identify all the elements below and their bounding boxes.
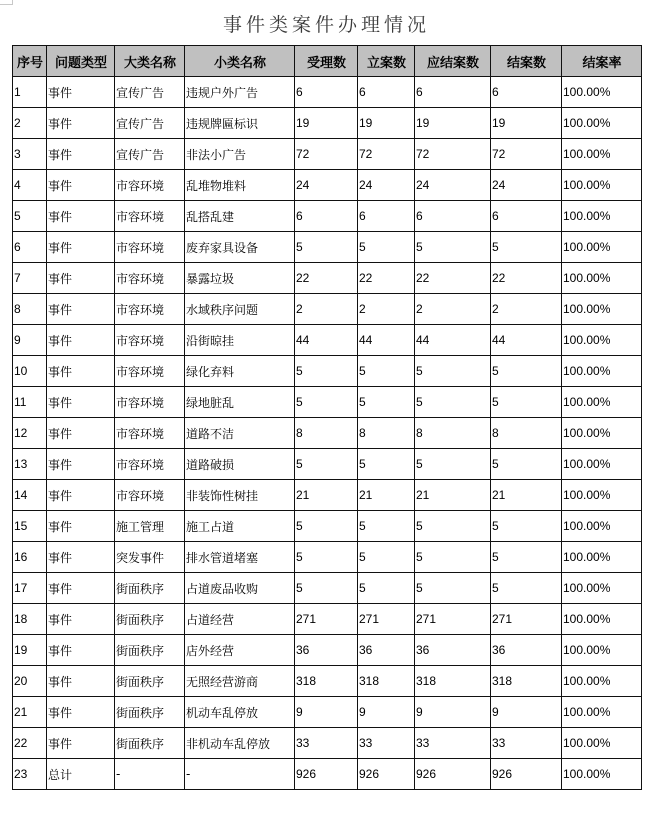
table-row — [13, 418, 642, 449]
cell-col-accepted: 5 — [295, 356, 358, 387]
cell-col-problem-type: 总计 — [47, 759, 115, 790]
table-row — [13, 170, 642, 201]
cell-col-problem-type: 事件 — [47, 201, 115, 232]
cell-col-close-rate: 100.00% — [562, 418, 642, 449]
cell-col-filed: 271 — [358, 604, 415, 635]
cell-col-filed: 5 — [358, 573, 415, 604]
cell-col-accepted: 8 — [295, 418, 358, 449]
cell-col-due: 271 — [415, 604, 491, 635]
cell-col-due: 5 — [415, 511, 491, 542]
cell-col-accepted: 6 — [295, 201, 358, 232]
cell-col-close-rate: 100.00% — [562, 573, 642, 604]
case-table — [12, 45, 642, 790]
cell-col-filed: 72 — [358, 139, 415, 170]
cell-col-close-rate: 100.00% — [562, 387, 642, 418]
cell-col-major-category: 街面秩序 — [115, 697, 185, 728]
table-row — [13, 325, 642, 356]
cell-col-close-rate: 100.00% — [562, 108, 642, 139]
cell-col-accepted: 33 — [295, 728, 358, 759]
cell-col-filed: 44 — [358, 325, 415, 356]
cell-col-index: 15 — [13, 511, 47, 542]
table-row — [13, 511, 642, 542]
cell-col-problem-type: 事件 — [47, 480, 115, 511]
cell-col-index: 12 — [13, 418, 47, 449]
cell-col-close-rate: 100.00% — [562, 666, 642, 697]
cell-col-close-rate: 100.00% — [562, 263, 642, 294]
cell-col-minor-category: - — [185, 759, 295, 790]
cell-col-index: 14 — [13, 480, 47, 511]
cell-col-filed: 5 — [358, 511, 415, 542]
cell-col-due: 5 — [415, 387, 491, 418]
cell-col-closed: 5 — [491, 511, 562, 542]
cell-col-due: 36 — [415, 635, 491, 666]
cell-col-filed: 22 — [358, 263, 415, 294]
cell-col-major-category: 宣传广告 — [115, 108, 185, 139]
cell-col-index: 7 — [13, 263, 47, 294]
cell-col-minor-category: 非装饰性树挂 — [185, 480, 295, 511]
table-row — [13, 635, 642, 666]
cell-col-major-category: 市容环境 — [115, 263, 185, 294]
cell-col-minor-category: 占道经营 — [185, 604, 295, 635]
cell-col-accepted: 21 — [295, 480, 358, 511]
cell-col-accepted: 2 — [295, 294, 358, 325]
cell-col-due: 5 — [415, 356, 491, 387]
header-col-filed: 立案数 — [358, 46, 415, 77]
header-col-index: 序号 — [13, 46, 47, 77]
header-col-minor-category: 小类名称 — [185, 46, 295, 77]
cell-col-filed: 24 — [358, 170, 415, 201]
table-row — [13, 201, 642, 232]
header-col-due: 应结案数 — [415, 46, 491, 77]
cell-col-accepted: 44 — [295, 325, 358, 356]
cell-col-closed: 9 — [491, 697, 562, 728]
cell-col-close-rate: 100.00% — [562, 542, 642, 573]
cell-col-due: 19 — [415, 108, 491, 139]
cell-col-major-category: 街面秩序 — [115, 573, 185, 604]
cell-col-close-rate: 100.00% — [562, 511, 642, 542]
cell-col-problem-type: 事件 — [47, 511, 115, 542]
cell-col-minor-category: 机动车乱停放 — [185, 697, 295, 728]
cell-col-index: 11 — [13, 387, 47, 418]
cell-col-minor-category: 绿化弃料 — [185, 356, 295, 387]
cell-col-problem-type: 事件 — [47, 728, 115, 759]
cell-col-due: 926 — [415, 759, 491, 790]
cell-col-accepted: 318 — [295, 666, 358, 697]
cell-col-problem-type: 事件 — [47, 542, 115, 573]
cell-col-closed: 36 — [491, 635, 562, 666]
cell-col-filed: 19 — [358, 108, 415, 139]
cell-col-closed: 5 — [491, 573, 562, 604]
cell-col-close-rate: 100.00% — [562, 201, 642, 232]
cell-col-filed: 8 — [358, 418, 415, 449]
cell-col-due: 9 — [415, 697, 491, 728]
cell-col-accepted: 36 — [295, 635, 358, 666]
cell-col-closed: 926 — [491, 759, 562, 790]
cell-col-index: 20 — [13, 666, 47, 697]
cell-col-index: 3 — [13, 139, 47, 170]
cell-col-major-category: 市容环境 — [115, 356, 185, 387]
cell-col-close-rate: 100.00% — [562, 170, 642, 201]
cell-col-closed: 271 — [491, 604, 562, 635]
table-row — [13, 139, 642, 170]
cell-col-close-rate: 100.00% — [562, 604, 642, 635]
cell-col-due: 5 — [415, 573, 491, 604]
table-row — [13, 480, 642, 511]
cell-col-minor-category: 道路破损 — [185, 449, 295, 480]
cell-col-close-rate: 100.00% — [562, 759, 642, 790]
table-row — [13, 759, 642, 790]
header-col-problem-type: 问题类型 — [47, 46, 115, 77]
cell-col-problem-type: 事件 — [47, 356, 115, 387]
cell-col-minor-category: 沿街晾挂 — [185, 325, 295, 356]
table-row — [13, 108, 642, 139]
cell-col-filed: 318 — [358, 666, 415, 697]
cell-col-closed: 44 — [491, 325, 562, 356]
cell-col-accepted: 19 — [295, 108, 358, 139]
cell-col-problem-type: 事件 — [47, 449, 115, 480]
cell-col-due: 5 — [415, 232, 491, 263]
cell-col-major-category: 市容环境 — [115, 418, 185, 449]
cell-col-closed: 318 — [491, 666, 562, 697]
cell-col-problem-type: 事件 — [47, 263, 115, 294]
cell-col-minor-category: 非机动车乱停放 — [185, 728, 295, 759]
header-col-major-category: 大类名称 — [115, 46, 185, 77]
cell-col-major-category: 街面秩序 — [115, 728, 185, 759]
cell-col-major-category: - — [115, 759, 185, 790]
cell-col-due: 21 — [415, 480, 491, 511]
cell-col-closed: 19 — [491, 108, 562, 139]
cell-col-problem-type: 事件 — [47, 697, 115, 728]
cell-col-closed: 5 — [491, 449, 562, 480]
cell-col-due: 22 — [415, 263, 491, 294]
table-row — [13, 263, 642, 294]
cell-col-close-rate: 100.00% — [562, 635, 642, 666]
cell-col-index: 5 — [13, 201, 47, 232]
cell-col-problem-type: 事件 — [47, 170, 115, 201]
cell-col-accepted: 6 — [295, 77, 358, 108]
cell-col-major-category: 市容环境 — [115, 387, 185, 418]
table-row — [13, 232, 642, 263]
table-row — [13, 542, 642, 573]
table-row — [13, 294, 642, 325]
table-row — [13, 666, 642, 697]
cell-col-close-rate: 100.00% — [562, 449, 642, 480]
cell-col-problem-type: 事件 — [47, 604, 115, 635]
cell-col-accepted: 5 — [295, 387, 358, 418]
table-row — [13, 449, 642, 480]
cell-col-major-category: 施工管理 — [115, 511, 185, 542]
table-row — [13, 697, 642, 728]
cell-col-index: 22 — [13, 728, 47, 759]
cell-col-close-rate: 100.00% — [562, 697, 642, 728]
cell-col-closed: 21 — [491, 480, 562, 511]
cell-col-major-category: 街面秩序 — [115, 635, 185, 666]
cell-col-due: 72 — [415, 139, 491, 170]
cell-col-closed: 6 — [491, 77, 562, 108]
cell-col-filed: 5 — [358, 542, 415, 573]
cell-col-close-rate: 100.00% — [562, 325, 642, 356]
cell-col-filed: 9 — [358, 697, 415, 728]
cell-col-index: 17 — [13, 573, 47, 604]
cell-col-accepted: 5 — [295, 573, 358, 604]
cell-col-due: 33 — [415, 728, 491, 759]
cell-col-due: 5 — [415, 542, 491, 573]
cell-col-minor-category: 乱搭乱建 — [185, 201, 295, 232]
cell-col-minor-category: 违规牌匾标识 — [185, 108, 295, 139]
cell-col-problem-type: 事件 — [47, 108, 115, 139]
header-col-closed: 结案数 — [491, 46, 562, 77]
cell-col-filed: 33 — [358, 728, 415, 759]
cell-col-problem-type: 事件 — [47, 232, 115, 263]
cell-col-closed: 22 — [491, 263, 562, 294]
cell-col-filed: 6 — [358, 201, 415, 232]
cell-col-major-category: 宣传广告 — [115, 139, 185, 170]
cell-col-filed: 5 — [358, 449, 415, 480]
cell-col-index: 23 — [13, 759, 47, 790]
cell-col-major-category: 市容环境 — [115, 232, 185, 263]
cell-col-index: 21 — [13, 697, 47, 728]
cell-col-problem-type: 事件 — [47, 139, 115, 170]
cell-col-filed: 2 — [358, 294, 415, 325]
cell-col-major-category: 市容环境 — [115, 480, 185, 511]
cell-col-minor-category: 排水管道堵塞 — [185, 542, 295, 573]
page-title: 事件类案件办理情况 — [222, 14, 430, 36]
cell-col-minor-category: 废弃家具设备 — [185, 232, 295, 263]
table-row — [13, 77, 642, 108]
cell-col-minor-category: 道路不洁 — [185, 418, 295, 449]
cell-col-closed: 5 — [491, 232, 562, 263]
cell-col-accepted: 22 — [295, 263, 358, 294]
cell-col-minor-category: 施工占道 — [185, 511, 295, 542]
header-col-accepted: 受理数 — [295, 46, 358, 77]
cell-col-due: 24 — [415, 170, 491, 201]
cell-col-closed: 6 — [491, 201, 562, 232]
cell-col-close-rate: 100.00% — [562, 728, 642, 759]
cell-col-index: 10 — [13, 356, 47, 387]
cell-col-index: 6 — [13, 232, 47, 263]
cell-col-close-rate: 100.00% — [562, 139, 642, 170]
cell-col-filed: 21 — [358, 480, 415, 511]
cell-col-closed: 5 — [491, 542, 562, 573]
cell-col-closed: 2 — [491, 294, 562, 325]
cell-col-major-category: 街面秩序 — [115, 604, 185, 635]
header-row — [13, 46, 642, 77]
cell-col-problem-type: 事件 — [47, 294, 115, 325]
cell-col-minor-category: 店外经营 — [185, 635, 295, 666]
table-row — [13, 573, 642, 604]
cell-col-closed: 33 — [491, 728, 562, 759]
cell-col-minor-category: 非法小广告 — [185, 139, 295, 170]
cell-col-closed: 72 — [491, 139, 562, 170]
cell-col-problem-type: 事件 — [47, 573, 115, 604]
cell-col-index: 18 — [13, 604, 47, 635]
cell-col-accepted: 271 — [295, 604, 358, 635]
cell-col-accepted: 9 — [295, 697, 358, 728]
cell-col-close-rate: 100.00% — [562, 294, 642, 325]
cell-col-index: 9 — [13, 325, 47, 356]
cell-col-major-category: 宣传广告 — [115, 77, 185, 108]
cell-col-filed: 926 — [358, 759, 415, 790]
cell-col-close-rate: 100.00% — [562, 232, 642, 263]
cell-col-major-category: 街面秩序 — [115, 666, 185, 697]
cell-col-due: 8 — [415, 418, 491, 449]
cell-col-index: 16 — [13, 542, 47, 573]
cell-col-accepted: 24 — [295, 170, 358, 201]
table-row — [13, 387, 642, 418]
table-body — [13, 77, 642, 790]
page-corner-mark — [0, 0, 13, 5]
cell-col-due: 5 — [415, 449, 491, 480]
cell-col-index: 1 — [13, 77, 47, 108]
cell-col-due: 318 — [415, 666, 491, 697]
cell-col-close-rate: 100.00% — [562, 356, 642, 387]
cell-col-due: 6 — [415, 201, 491, 232]
table-row — [13, 356, 642, 387]
cell-col-major-category: 市容环境 — [115, 201, 185, 232]
cell-col-minor-category: 绿地脏乱 — [185, 387, 295, 418]
cell-col-problem-type: 事件 — [47, 77, 115, 108]
cell-col-index: 13 — [13, 449, 47, 480]
cell-col-filed: 5 — [358, 232, 415, 263]
cell-col-filed: 5 — [358, 356, 415, 387]
cell-col-due: 2 — [415, 294, 491, 325]
cell-col-minor-category: 占道废品收购 — [185, 573, 295, 604]
cell-col-closed: 8 — [491, 418, 562, 449]
cell-col-filed: 5 — [358, 387, 415, 418]
cell-col-accepted: 5 — [295, 511, 358, 542]
cell-col-close-rate: 100.00% — [562, 77, 642, 108]
cell-col-accepted: 5 — [295, 449, 358, 480]
cell-col-due: 6 — [415, 77, 491, 108]
cell-col-minor-category: 暴露垃圾 — [185, 263, 295, 294]
cell-col-index: 8 — [13, 294, 47, 325]
cell-col-problem-type: 事件 — [47, 387, 115, 418]
cell-col-filed: 36 — [358, 635, 415, 666]
cell-col-closed: 5 — [491, 356, 562, 387]
cell-col-index: 4 — [13, 170, 47, 201]
cell-col-index: 2 — [13, 108, 47, 139]
cell-col-major-category: 市容环境 — [115, 325, 185, 356]
table-row — [13, 604, 642, 635]
cell-col-filed: 6 — [358, 77, 415, 108]
cell-col-problem-type: 事件 — [47, 418, 115, 449]
cell-col-accepted: 72 — [295, 139, 358, 170]
cell-col-due: 44 — [415, 325, 491, 356]
cell-col-accepted: 926 — [295, 759, 358, 790]
table-row — [13, 728, 642, 759]
cell-col-major-category: 市容环境 — [115, 449, 185, 480]
cell-col-problem-type: 事件 — [47, 635, 115, 666]
cell-col-minor-category: 违规户外广告 — [185, 77, 295, 108]
cell-col-major-category: 突发事件 — [115, 542, 185, 573]
cell-col-minor-category: 水域秩序问题 — [185, 294, 295, 325]
cell-col-close-rate: 100.00% — [562, 480, 642, 511]
cell-col-accepted: 5 — [295, 232, 358, 263]
cell-col-index: 19 — [13, 635, 47, 666]
cell-col-major-category: 市容环境 — [115, 170, 185, 201]
cell-col-problem-type: 事件 — [47, 666, 115, 697]
cell-col-closed: 24 — [491, 170, 562, 201]
cell-col-closed: 5 — [491, 387, 562, 418]
cell-col-minor-category: 乱堆物堆料 — [185, 170, 295, 201]
cell-col-accepted: 5 — [295, 542, 358, 573]
cell-col-major-category: 市容环境 — [115, 294, 185, 325]
cell-col-problem-type: 事件 — [47, 325, 115, 356]
header-col-close-rate: 结案率 — [562, 46, 642, 77]
cell-col-minor-category: 无照经营游商 — [185, 666, 295, 697]
